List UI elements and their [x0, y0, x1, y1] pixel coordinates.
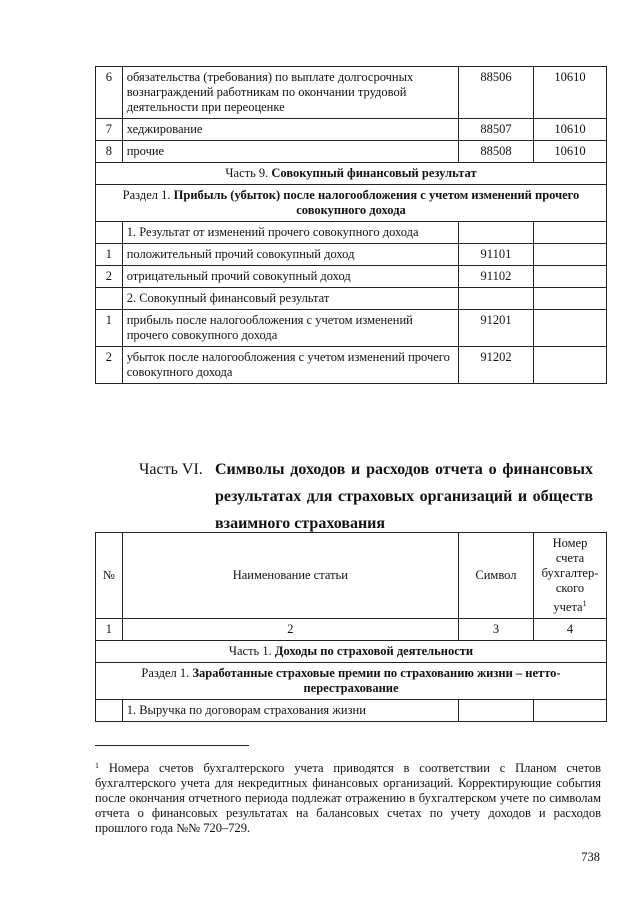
row-number: 6: [96, 67, 123, 119]
column-number: 2: [122, 619, 458, 641]
section1-heading: [96, 663, 607, 700]
empty-cell: [533, 222, 606, 244]
row-symbol: 88508: [458, 141, 533, 163]
empty-cell: [458, 700, 533, 722]
footnote: [95, 758, 601, 836]
empty-cell: [458, 222, 533, 244]
part-heading-row: [96, 641, 607, 663]
table-row: [96, 244, 607, 266]
row-account: [533, 266, 606, 288]
header-account-text: Номер счета бухгалтер-ского учета: [541, 536, 599, 615]
footnote-text: Номера счетов бухгалтерского учета приводятся в соответствии с Планом счетов бухгалтерского учета для некредитных финансовых организаций. Корректирующие события после окончания отчетного периода подлежат отражению в бухгалтерском учете по символам отчета о финансовых результатах на балансовых счетах по учету доходов и расходов прошлого года №№ 720–729.: [95, 761, 602, 835]
header-number: №: [96, 533, 123, 619]
bottom-table: [95, 532, 607, 722]
empty-cell: [458, 288, 533, 310]
header-name: Наименование статьи: [122, 533, 458, 619]
section1-prefix: Раздел 1.: [141, 666, 190, 681]
part9-prefix: Часть 9.: [225, 166, 269, 180]
group-heading-row: [96, 700, 607, 722]
row-symbol: 91202: [458, 347, 533, 384]
section-heading-row: [96, 663, 607, 700]
part9-heading: [96, 163, 607, 185]
footnote-marker: 1: [95, 761, 99, 770]
header-row: [96, 533, 607, 619]
table-row: [96, 67, 607, 119]
row-number: 1: [96, 244, 123, 266]
column-number: 1: [96, 619, 123, 641]
row-account: [533, 310, 606, 347]
section-heading-row: [96, 185, 607, 222]
group-heading-row: [96, 288, 607, 310]
row-name: хеджирование: [122, 119, 458, 141]
footnote-ref: 1: [582, 599, 587, 608]
table-row: [96, 119, 607, 141]
part1-prefix: Часть 1.: [228, 644, 272, 659]
column-number: 4: [533, 619, 606, 641]
row-symbol: 88507: [458, 119, 533, 141]
part6-title: Символы доходов и расходов отчета о финансовых результатах для страховых организаций и обществ взаимного страхования: [215, 461, 593, 532]
row-symbol: 88506: [458, 67, 533, 119]
part1-heading: [96, 641, 607, 663]
table-row: [96, 266, 607, 288]
column-numbers-row: [96, 619, 607, 641]
row-name: обязательства (требования) по выплате долгосрочных вознаграждений работникам по окончании трудовой деятельности при переоценке: [122, 67, 458, 119]
row-name: прибыль после налогообложения с учетом изменений прочего совокупного дохода: [122, 310, 458, 347]
group2-title: 2. Совокупный финансовый результат: [122, 288, 458, 310]
row-symbol: 91102: [458, 266, 533, 288]
row-number: 8: [96, 141, 123, 163]
empty-cell: [533, 288, 606, 310]
row-account: 10610: [533, 67, 606, 119]
table-row: [96, 310, 607, 347]
row-number: 2: [96, 347, 123, 384]
section1-title: Заработанные страховые премии по страхованию жизни – нетто-перестрахование: [192, 666, 561, 696]
footnote-divider: [95, 745, 249, 746]
part6-label: Часть VI.: [139, 461, 203, 478]
empty-cell: [96, 700, 123, 722]
row-name: прочие: [122, 141, 458, 163]
group1-title: 1. Результат от изменений прочего совокупного дохода: [122, 222, 458, 244]
row-name: положительный прочий совокупный доход: [122, 244, 458, 266]
empty-cell: [96, 288, 123, 310]
row-number: 7: [96, 119, 123, 141]
row-symbol: 91101: [458, 244, 533, 266]
group-heading-row: [96, 222, 607, 244]
empty-cell: [96, 222, 123, 244]
section1-title: Прибыль (убыток) после налогообложения с учетом изменений прочего совокупного дохода: [173, 188, 580, 217]
column-number: 3: [458, 619, 533, 641]
part1-title: Доходы по страховой деятельности: [274, 644, 474, 659]
page-number: 738: [581, 850, 600, 864]
header-symbol: Символ: [458, 533, 533, 619]
header-account: [533, 533, 606, 619]
row-number: 1: [96, 310, 123, 347]
row-name: отрицательный прочий совокупный доход: [122, 266, 458, 288]
part9-title: Совокупный финансовый результат: [271, 166, 477, 180]
section1-prefix: Раздел 1.: [122, 188, 171, 202]
row-account: [533, 347, 606, 384]
table-row: [96, 141, 607, 163]
row-account: 10610: [533, 119, 606, 141]
empty-cell: [533, 700, 606, 722]
row-account: [533, 244, 606, 266]
section1-heading: [96, 185, 607, 222]
row-number: 2: [96, 266, 123, 288]
top-table: [95, 66, 607, 384]
part-heading-row: [96, 163, 607, 185]
row-symbol: 91201: [458, 310, 533, 347]
row-account: 10610: [533, 141, 606, 163]
table-row: [96, 347, 607, 384]
row-name: убыток после налогообложения с учетом изменений прочего совокупного дохода: [122, 347, 458, 384]
group1-title: 1. Выручка по договорам страхования жизни: [122, 700, 458, 722]
